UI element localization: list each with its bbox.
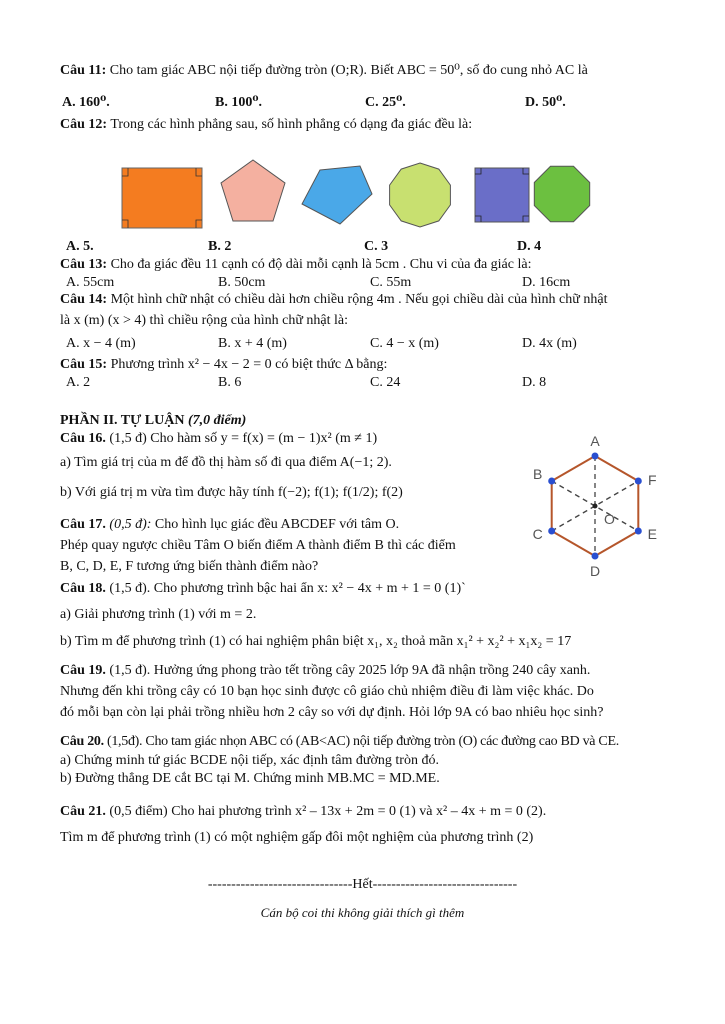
q18-part-b: b) Tìm m để phương trình (1) có hai nghiệm phân biệt x₁, x₂ thoả mãn x₁² + x₂² + x₁x₂ = 17	[60, 634, 572, 649]
q11-option-c: C. 25⁰.	[365, 95, 406, 110]
polygon-figures	[0, 150, 725, 240]
q14-option-a: A. x − 4 (m)	[66, 336, 136, 351]
q14-option-d: D. 4x (m)	[522, 336, 577, 351]
q19-label: Câu 19.	[60, 663, 106, 678]
q17-label: Câu 17.	[60, 517, 106, 532]
hexagon-vertex-c	[548, 528, 555, 535]
q14-text1: Một hình chữ nhật có chiều dài hơn chiều rộng 4m . Nếu gọi chiều dài của hình chữ nhật	[110, 292, 608, 307]
q14-stem-line1	[60, 291, 607, 309]
q13-stem	[60, 256, 531, 274]
q18-text: (1,5 đ). Cho phương trình bậc hai ẩn x: x² − 4x + m + 1 = 0 (1)`	[109, 581, 466, 596]
proctor-note: Cán bộ coi thi không giải thích gì thêm	[260, 905, 465, 920]
q17-text1: Cho hình lục giác đều ABCDEF với tâm O.	[154, 517, 400, 532]
q14-option-c: C. 4 − x (m)	[370, 336, 439, 351]
q12-label: Câu 12:	[60, 117, 108, 132]
green-decagon-shape	[390, 163, 451, 227]
q14-label: Câu 14:	[60, 292, 108, 307]
q12-text: Trong các hình phẳng sau, số hình phẳng có dạng đa giác đều là:	[110, 117, 473, 132]
hexagon-edge	[552, 531, 595, 556]
hexagon-center-point	[593, 504, 598, 509]
q11-option-a: A. 160⁰.	[62, 95, 110, 110]
q11-option-b: B. 100⁰.	[215, 95, 262, 110]
q21-text2: Tìm m để phương trình (1) có một nghiệm gấp đôi một nghiệm của phương trình (2)	[60, 830, 534, 845]
q13-option-c: C. 55m	[370, 275, 412, 290]
q13-label: Câu 13:	[60, 257, 108, 272]
hexagon-vertex-a	[592, 453, 599, 460]
q18-part-a: a) Giải phương trình (1) với m = 2.	[60, 607, 257, 622]
q17-text2: Phép quay ngược chiều Tâm O biến điểm A thành điểm B thì các điểm	[60, 538, 456, 553]
q15-label: Câu 15:	[60, 357, 108, 372]
q13-text: Cho đa giác đều 11 cạnh có độ dài mỗi cạnh là 5cm . Chu vi của đa giác là:	[110, 257, 532, 272]
q16-text: (1,5 đ) Cho hàm số y = f(x) = (m − 1)x² (m ≠ 1)	[109, 431, 378, 446]
q16-part-b: b) Với giá trị m vừa tìm được hãy tính f(−2); f(1); f(1/2); f(2)	[60, 485, 403, 500]
q16-label: Câu 16.	[60, 431, 106, 446]
q12-option-a: A. 5.	[66, 239, 94, 254]
end-marker: -------------------------------Hết-------------------------------	[207, 877, 518, 892]
q15-option-c: C. 24	[370, 375, 401, 390]
q20-part-a: a) Chứng minh tứ giác BCDE nội tiếp, xác định tâm đường tròn đó.	[60, 753, 439, 768]
pink-pentagon-shape	[221, 160, 285, 221]
hexagon-label-e: E	[647, 526, 657, 542]
q19-text2: Nhưng đến khi trồng cây có 10 bạn học sinh được cô giáo chủ nhiệm điều đi làm việc khác. Do	[60, 684, 594, 699]
hexagon-vertex-b	[548, 478, 555, 485]
q11-text: Cho tam giác ABC nội tiếp đường tròn (O;R). Biết ABC = 50⁰, số đo cung nhỏ AC là	[109, 63, 588, 78]
hexagon-label-b: B	[533, 466, 543, 482]
orange-rectangle-shape	[122, 168, 202, 228]
hexagon-label-a: A	[590, 433, 600, 449]
part2-title: PHẦN II. TỰ LUẬN	[60, 413, 185, 428]
q11-stem	[60, 62, 588, 80]
blue-irregular-pentagon-shape	[302, 166, 372, 224]
q17-points: (0,5 đ):	[109, 517, 152, 532]
q14-text2: là x (m) (x > 4) thì chiều rộng của hình chữ nhật là:	[60, 313, 349, 328]
hexagon-vertex-e	[635, 528, 642, 535]
q15-option-b: B. 6	[218, 375, 242, 390]
q13-option-d: D. 16cm	[522, 275, 571, 290]
part2-heading	[60, 412, 246, 430]
q11-label: Câu 11:	[60, 63, 107, 78]
q11-option-d: D. 50⁰.	[525, 95, 566, 110]
q16-stem	[60, 430, 377, 448]
q13-option-a: A. 55cm	[66, 275, 115, 290]
q18-stem	[60, 580, 466, 598]
hexagon-edge	[595, 456, 638, 481]
q17-text3: B, C, D, E, F tương ứng biến thành điểm nào?	[60, 559, 319, 574]
q20-label: Câu 20.	[60, 734, 104, 749]
hexagon-label-f: F	[648, 472, 657, 488]
q18-label: Câu 18.	[60, 581, 106, 596]
q12-stem	[60, 116, 472, 134]
q15-stem	[60, 356, 387, 374]
q15-option-a: A. 2	[66, 375, 91, 390]
q16-part-a: a) Tìm giá trị của m để đồ thị hàm số đi qua điểm A(−1; 2).	[60, 455, 392, 470]
q14-option-b: B. x + 4 (m)	[218, 336, 287, 351]
q19-text1: (1,5 đ). Hưởng ứng phong trào tết trồng cây 2025 lớp 9A đã nhận trồng 240 cây xanh.	[109, 663, 591, 678]
purple-square-shape	[475, 168, 529, 222]
q20-part-b: b) Đường thẳng DE cắt BC tại M. Chứng minh MB.MC = MD.ME.	[60, 771, 440, 786]
q21-label: Câu 21.	[60, 804, 106, 819]
q15-text: Phương trình x² − 4x − 2 = 0 có biệt thức Δ bằng:	[110, 357, 388, 372]
hexagon-label-c: C	[532, 526, 543, 542]
hexagon-label-d: D	[589, 563, 601, 579]
hexagon-edge	[552, 456, 595, 481]
hexagon-center-label: O	[604, 511, 615, 527]
hexagon-vertex-d	[592, 553, 599, 560]
q21-text1: (0,5 điểm) Cho hai phương trình x² – 13x + 2m = 0 (1) và x² – 4x + m = 0 (2).	[109, 804, 547, 819]
q13-option-b: B. 50cm	[218, 275, 266, 290]
q17-stem	[60, 516, 399, 534]
q20-text: (1,5đ). Cho tam giác nhọn ABC có (AB<AC) nội tiếp đường tròn (O) các đường cao BD và CE.	[107, 734, 619, 749]
q19-line1	[60, 662, 590, 680]
hexagon-figure	[520, 430, 670, 580]
q21-line1	[60, 803, 546, 821]
hexagon-edge	[595, 531, 638, 556]
q12-option-b: B. 2	[208, 239, 232, 254]
q15-option-d: D. 8	[522, 375, 547, 390]
q19-text3: đó mỗi bạn còn lại phải trồng nhiều hơn 2 cây so với dự định. Hỏi lớp 9A có bao nhiêu học sinh?	[60, 705, 604, 720]
hexagon-vertex-f	[635, 478, 642, 485]
part2-points: (7,0 điểm)	[187, 413, 247, 428]
green-octagon-shape	[534, 166, 589, 221]
q20-stem	[60, 733, 619, 751]
q12-option-c: C. 3	[364, 239, 389, 254]
q12-option-d: D. 4	[517, 239, 542, 254]
